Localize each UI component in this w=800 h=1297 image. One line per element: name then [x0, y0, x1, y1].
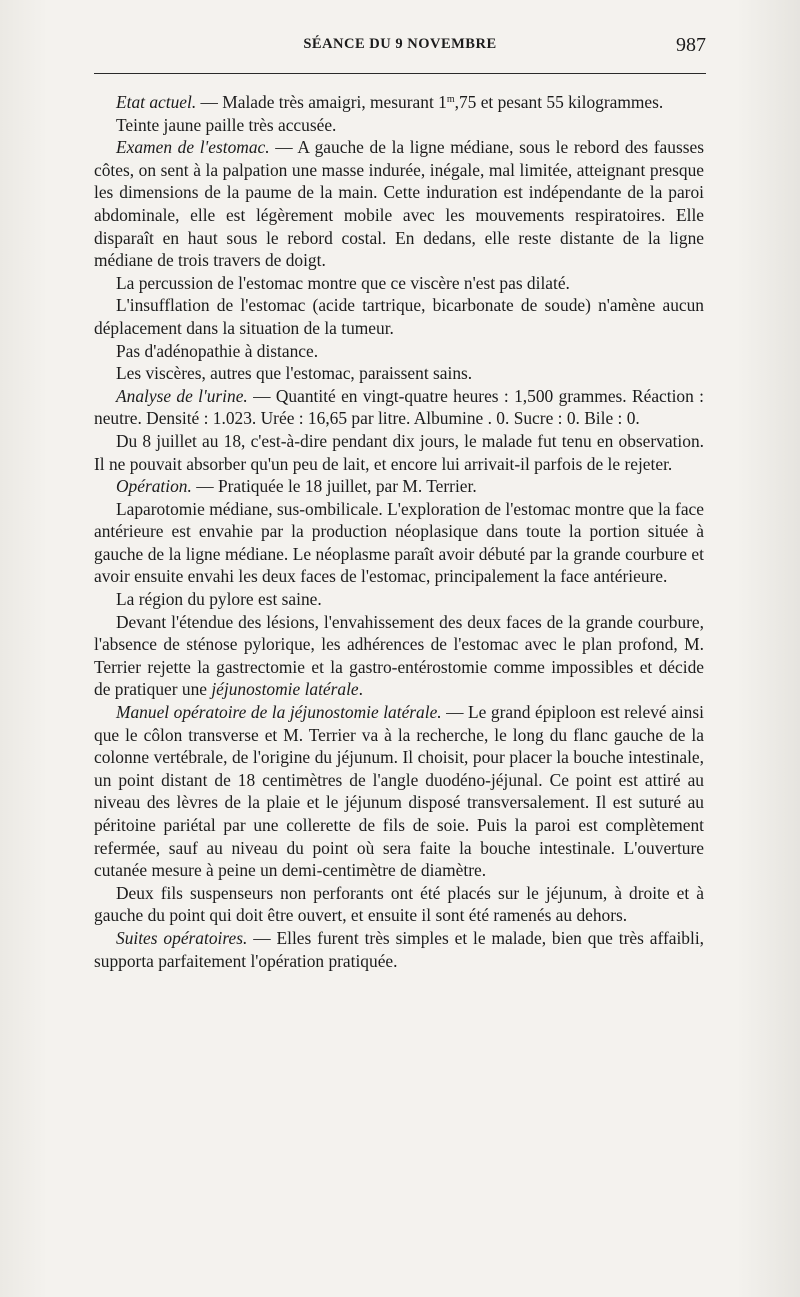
paragraph: La région du pylore est saine. — [116, 589, 322, 610]
header-rule — [94, 73, 706, 74]
paragraph-label: Opération. — [116, 476, 192, 497]
paragraph-label: Etat actuel. — [116, 92, 197, 112]
running-title: SÉANCE DU 9 NOVEMBRE — [303, 36, 497, 52]
paragraph: Les viscères, autres que l'estomac, paraissent sains. — [116, 363, 473, 384]
paragraph-label: Analyse de l'urine. — [116, 385, 248, 406]
paragraph-operation: Opération. — Pratiquée le 18 juillet, par M. Terrier. — [116, 476, 477, 497]
paragraph: Pas d'adénopathie à distance. — [116, 340, 319, 361]
paragraph: La percussion de l'estomac montre que ce viscère n'est pas dilaté. — [116, 272, 570, 293]
body-text — [94, 91, 704, 972]
paragraph: Deux fils suspenseurs non perforants ont été placés sur le jéjunum, à droite et à gauche du point qui doit être ouvert, et ensuite il sont été ramenés au dehors. — [94, 882, 704, 926]
paragraph-label: Manuel opératoire de la jéjunostomie latérale. — [116, 702, 442, 723]
paragraph-analyse-urine: Analyse de l'urine. — Quantité en vingt-quatre heures : 1,500 grammes. Réaction : neutre. Densité : 1.023. Urée : 16,65 par litre. Albumine . 0. Sucre : 0. Bile : 0. — [94, 385, 704, 429]
paragraph: L'insufflation de l'estomac (acide tartrique, bicarbonate de soude) n'amène aucun déplacement dans la situation de la tumeur. — [94, 295, 704, 338]
paragraph: Du 8 juillet au 18, c'est-à-dire pendant dix jours, le malade fut tenu en observation. Il ne pouvait absorber qu'un peu de lait, et encore lui arrivait-il parfois de le rejeter. — [94, 430, 704, 474]
paragraph-etat-actuel: Etat actuel. — Malade très amaigri, mesurant 1$^m$,75 et pesant 55 kilogrammes. — [116, 92, 664, 112]
page-header — [94, 34, 706, 60]
paragraph: Laparotomie médiane, sus-ombilicale. L'exploration de l'estomac montre que la face antérieure est envahie par la production néoplasique dans toute la portion située à gauche de la ligne médiane. Le néoplasme paraît avoir débuté par la grande courbure et avoir ensuite envahi les deux faces de l'estomac, principalement la face antérieure. — [94, 498, 704, 587]
page-number: 987 — [676, 34, 706, 56]
paragraph-label: Suites opératoires. — [116, 927, 248, 948]
paragraph: Devant l'étendue des lésions, l'envahissement des deux faces de la grande courbure, l'absence de sténose pylorique, les adhérences de l'estomac avec le plan profond, M. Terrier rejette la gastrectomie et la gastro-entérostomie comme impossibles et décide de pratiquer une jéjunostomie latérale. — [94, 611, 704, 700]
paragraph-label: Examen de l'estomac. — [116, 137, 270, 158]
superscript-unit: m — [446, 94, 455, 105]
paragraph: Teinte jaune paille très accusée. — [116, 114, 337, 135]
paragraph-suites-operatoires: Suites opératoires. — Elles furent très simples et le malade, bien que très affaibli, supporta parfaitement l'opération pratiquée. — [94, 927, 704, 971]
paragraph-examen-estomac: Examen de l'estomac. — A gauche de la ligne médiane, sous le rebord des fausses côtes, on sent à la palpation une masse indurée, inégale, mal limitée, atteignant presque les dimensions de la paume de la main. Cette induration est indépendante de la paroi abdominale, elle est légèrement mobile avec les mouvements respiratoires. Elle disparaît en haut sous le rebord costal. En dedans, elle reste distante de la ligne médiane de trois travers de doigt. — [94, 137, 704, 271]
paragraph-manuel-operatoire: Manuel opératoire de la jéjunostomie latérale. — Le grand épiploon est relevé ainsi que le côlon transverse et M. Terrier va à la recherche, le long du flanc gauche de la colonne vertébrale, de l'origine du jéjunum. Il choisit, pour placer la bouche intestinale, un point distant de 18 centimètres de l'angle duodéno-jéjunal. Ce point est attiré au niveau des lèvres de la plaie et le jéjunum disposé transversalement. Il est suturé au péritoine pariétal par une collerette de fils de soie. Puis la paroi est complètement refermée, sauf au niveau du point où sera faite la bouche intestinale. L'ouverture cutanée mesure à peine un demi-centimètre de diamètre. — [94, 702, 704, 881]
